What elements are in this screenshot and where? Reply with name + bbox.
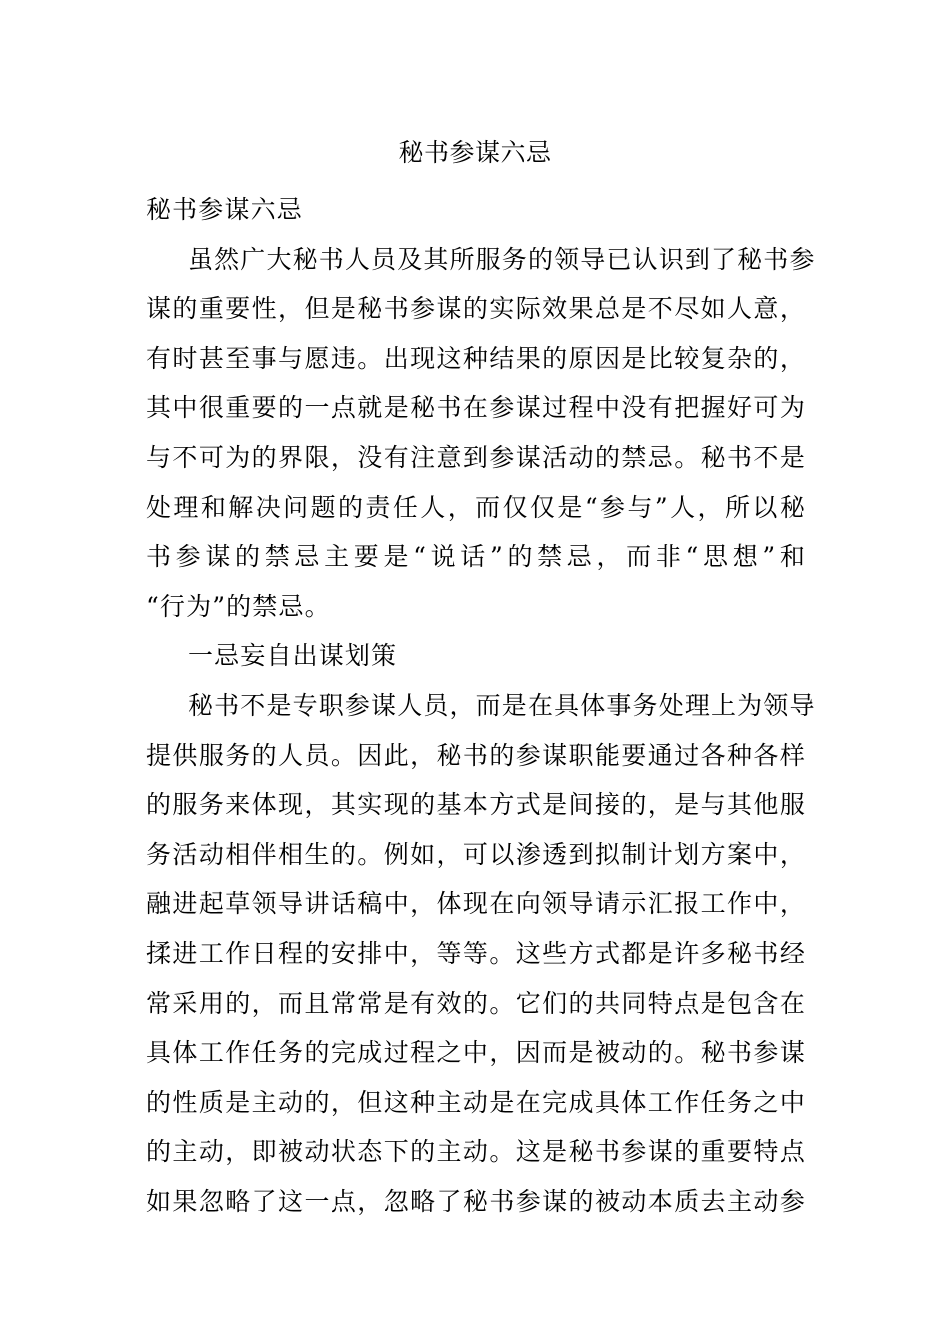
- paragraph-line: 的主动，即被动状态下的主动。这是秘书参谋的重要特点: [146, 1137, 806, 1167]
- paragraph-line: 谋的重要性，但是秘书参谋的实际效果总是不尽如人意，: [146, 294, 806, 324]
- paragraph-line: 务活动相伴相生的。例如，可以渗透到拟制计划方案中，: [146, 839, 806, 869]
- document-title: 秘书参谋六忌: [398, 138, 552, 167]
- document-body: [146, 185, 816, 1226]
- document-subtitle: 秘书参谋六忌: [146, 195, 303, 224]
- paragraph-line: 有时甚至事与愿违。出现这种结果的原因是比较复杂的，: [146, 343, 806, 373]
- paragraph-line: 其中很重要的一点就是秘书在参谋过程中没有把握好可为: [146, 393, 806, 423]
- paragraph-line: 如果忽略了这一点，忽略了秘书参谋的被动本质去主动参: [146, 1186, 806, 1216]
- paragraph-line: 书参谋的禁忌主要是“说话”的禁忌，而非“思想”和: [146, 542, 806, 572]
- section-heading: 一忌妄自出谋划策: [188, 641, 398, 671]
- paragraph-line: 与不可为的界限，没有注意到参谋活动的禁忌。秘书不是: [146, 442, 806, 472]
- paragraph-line: 的性质是主动的，但这种主动是在完成具体工作任务之中: [146, 1087, 806, 1117]
- paragraph-line: 揉进工作日程的安排中，等等。这些方式都是许多秘书经: [146, 938, 806, 968]
- paragraph-line: 常采用的，而且常常是有效的。它们的共同特点是包含在: [146, 988, 806, 1018]
- paragraph-line: 的服务来体现，其实现的基本方式是间接的，是与其他服: [146, 790, 806, 820]
- paragraph-line: “行为”的禁忌。: [146, 591, 331, 621]
- paragraph-line: 融进起草领导讲话稿中，体现在向领导请示汇报工作中，: [146, 889, 806, 919]
- paragraph-line: 提供服务的人员。因此，秘书的参谋职能要通过各种各样: [146, 740, 806, 770]
- paragraph-line: 处理和解决问题的责任人，而仅仅是“参与”人，所以秘: [146, 492, 806, 522]
- paragraph-line: 具体工作任务的完成过程之中，因而是被动的。秘书参谋: [146, 1038, 806, 1068]
- paragraph-line: 虽然广大秘书人员及其所服务的领导已认识到了秘书参: [188, 244, 816, 274]
- paragraph-line: 秘书不是专职参谋人员，而是在具体事务处理上为领导: [188, 690, 816, 720]
